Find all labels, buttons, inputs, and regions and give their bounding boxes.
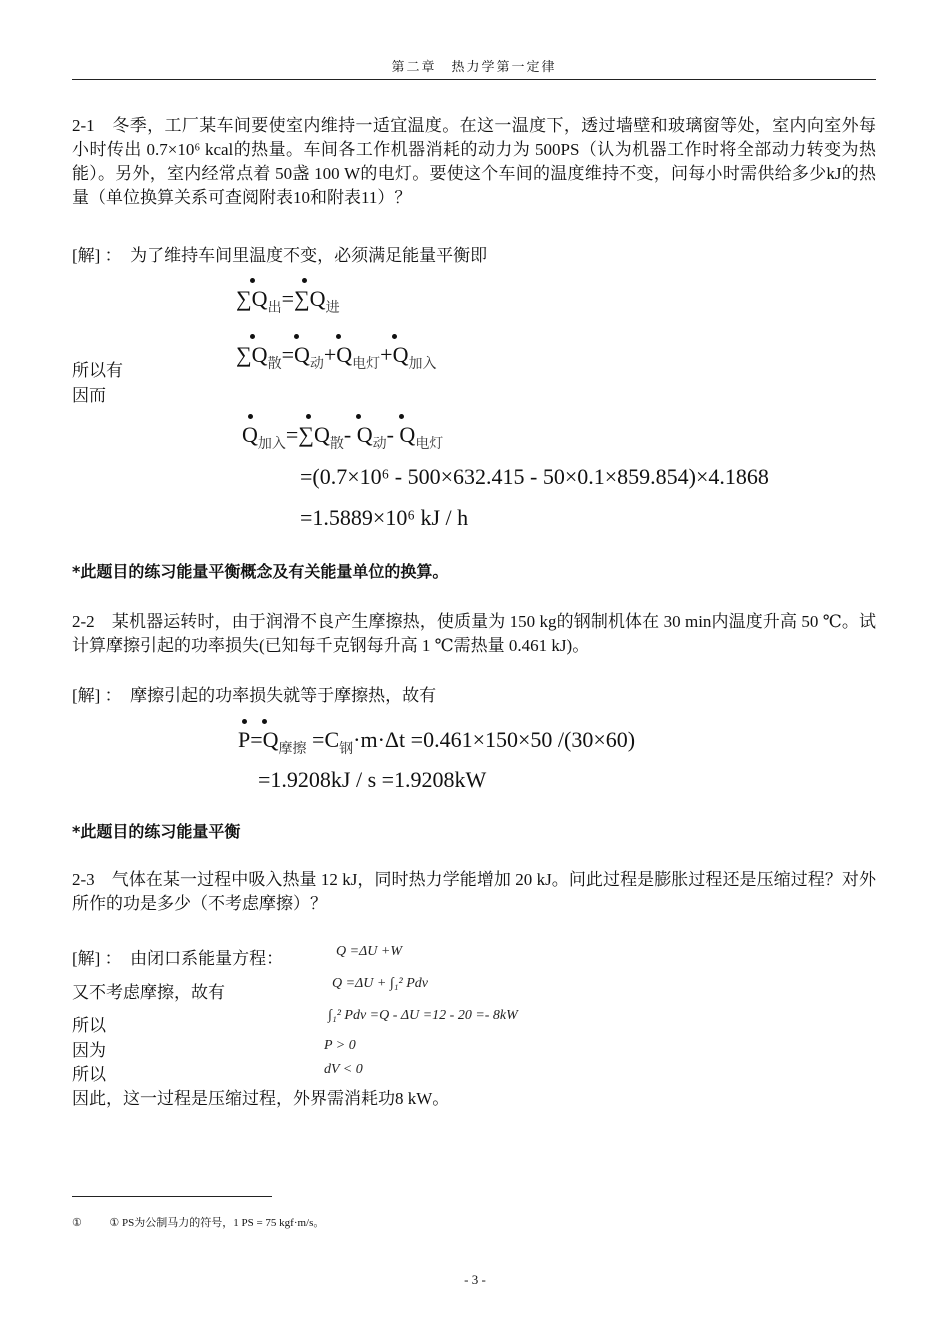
problem-2-2-solution-intro: [解] ： 摩擦引起的功率损失就等于摩擦热，故有	[72, 686, 437, 705]
equation-friction-result: =1.9208kJ / s =1.9208kW	[258, 767, 487, 792]
eq1-rhs: =∑Q	[281, 286, 326, 311]
label-so: 所以有	[72, 361, 123, 380]
footnote-text: ① PS为公制马力的符号，1 PS = 75 kgf·m/s。	[109, 1217, 325, 1229]
eq3-b: =∑Q	[285, 422, 330, 447]
eq2-b: =Q	[281, 342, 310, 367]
eq2-b-sub: 动	[309, 357, 324, 372]
p3-line-5-label: 所以	[72, 1065, 106, 1084]
eq3-d-sub: 电灯	[415, 437, 444, 452]
eq-c-sub: 钢	[339, 742, 354, 757]
equation-numeric: =(0.7×10⁶ - 500×632.415 - 50×0.1×859.854)×4.1868	[300, 464, 769, 489]
p3-line-3-label: 所以	[72, 1016, 106, 1035]
footnote-rule	[72, 1196, 272, 1197]
eq2-d: +Q	[380, 342, 409, 367]
eq1-lhs: ∑Q	[236, 286, 268, 311]
eq2-c: +Q	[323, 342, 353, 367]
p3-line-1-label: [解] ： 由闭口系能量方程：	[72, 949, 284, 968]
p3-line-4-label: 因为	[72, 1041, 106, 1060]
eq3-c-sub: 动	[372, 437, 387, 452]
p3-conclusion: 因此，这一过程是压缩过程，外界需消耗功8 kW。	[72, 1089, 450, 1108]
problem-2-2-note: *此题目的练习能量平衡	[72, 822, 241, 841]
eq2-a: ∑Q	[236, 342, 268, 367]
problem-2-1-text: 2-1 冬季，工厂某车间要使室内维持一适宜温度。在这一温度下，透过墙壁和玻璃窗等处，室内向室外每小时传出 0.7×10⁶ kcal的热量。车间各工作机器消耗的动力为 500PS（认为机器工作时将全部动力转变为热能）。另外，室内经常点着 50盏 100 W的电灯。要使这个车间的温度维持不变，问每小时需供给多少kJ的热量（单位换算关系可查阅附表10和附表11）？	[72, 116, 876, 207]
p3-line-2-label: 又不考虑摩擦，故有	[72, 983, 225, 1002]
eq2-a-sub: 散	[267, 357, 282, 372]
equation-energy-balance	[236, 286, 340, 317]
p3-line-3-formula: ∫₁² Pdv =Q - ΔU =12 - 20 =- 8kW	[328, 1008, 518, 1023]
footnote	[72, 1214, 324, 1230]
eq-q-friction-sub: 摩擦	[278, 742, 307, 757]
page-header: 第二章 热力学第一定律	[72, 56, 876, 80]
eq1-rhs-sub: 进	[325, 301, 340, 316]
eq-c: =C	[306, 727, 340, 752]
eq3-a-sub: 加入	[257, 437, 286, 452]
p3-line-1-formula: Q =ΔU +W	[336, 944, 402, 959]
eq3-a: Q	[242, 422, 258, 447]
footnote-mark: ①	[72, 1217, 82, 1229]
eq-q-friction: =Q	[250, 727, 279, 752]
eq2-d-sub: 加入	[408, 357, 437, 372]
problem-2-1-solution-intro: [解] ： 为了维持车间里温度不变，必须满足能量平衡即	[72, 246, 488, 265]
eq3-d: - Q	[386, 422, 416, 447]
eq1-lhs-sub: 出	[267, 301, 282, 316]
eq-rest: ·m·Δt =0.461×150×50 /(30×60)	[353, 727, 636, 752]
eq3-b-sub: 散	[329, 437, 344, 452]
equation-friction-power	[238, 727, 635, 758]
label-thus: 因而	[72, 386, 106, 405]
equation-result: =1.5889×10⁶ kJ / h	[300, 505, 469, 530]
problem-2-2-text: 2-2 某机器运转时，由于润滑不良产生摩擦热，使质量为 150 kg的钢制机体在 30 min内温度升高 50 ℃。试计算摩擦引起的功率损失(已知每千克钢每升高 1 ℃需热量 0.461 kJ)。	[72, 612, 876, 655]
p3-line-2-formula: Q =ΔU + ∫₁² Pdv	[332, 976, 428, 991]
problem-2-1-note: *此题目的练习能量平衡概念及有关能量单位的换算。	[72, 562, 449, 581]
p3-line-5-formula: dV < 0	[324, 1062, 363, 1077]
page-number: - 3 -	[464, 1272, 486, 1287]
p3-line-4-formula: P > 0	[324, 1038, 356, 1053]
eq3-c: - Q	[343, 422, 373, 447]
equation-heat-input	[242, 422, 443, 453]
problem-2-3-text: 2-3 气体在某一过程中吸入热量 12 kJ，同时热力学能增加 20 kJ。问此过程是膨胀过程还是压缩过程？对外所作的功是多少（不考虑摩擦）？	[72, 870, 876, 913]
eq-p: P	[238, 727, 251, 752]
eq2-c-sub: 电灯	[352, 357, 381, 372]
equation-heat-components	[236, 342, 436, 373]
